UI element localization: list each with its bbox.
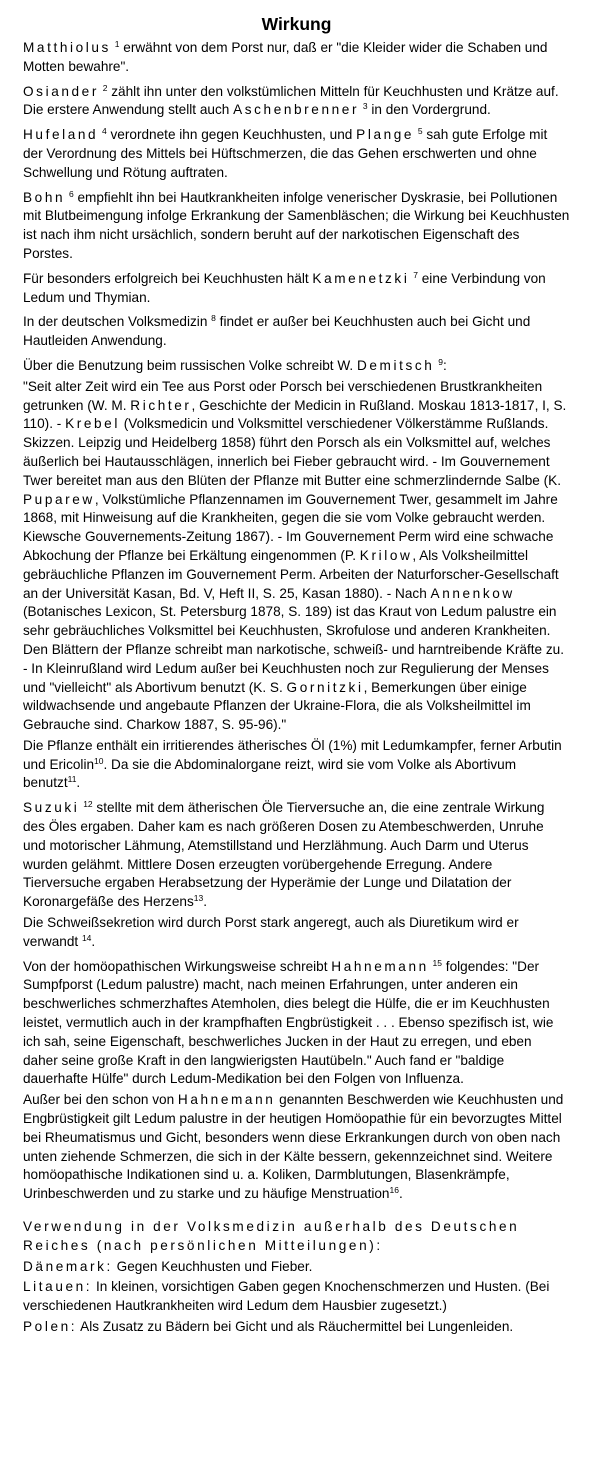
footnote-ref[interactable]: 10 <box>94 755 104 766</box>
paragraph-text: Über die Benutzung beim russischen Volke schreibt W. <box>23 357 357 373</box>
footnote-ref[interactable]: 5 <box>417 126 423 137</box>
paragraph-text: erwähnt von dem Porst nur, daß er "die Kleider wider die Schaben und Motten bewahre". <box>23 40 548 74</box>
country-entry-litauen <box>23 1278 570 1316</box>
footnote-ref[interactable]: 8 <box>211 313 216 324</box>
footnote-ref[interactable]: 12 <box>83 799 93 810</box>
paragraph-demitsch <box>23 357 570 376</box>
paragraph-homoeopathie <box>23 1091 570 1204</box>
quote-text: , Volkstümliche Pflanzennamen im Gouvernement Twer, gesammelt im Jahre 1868, mit Hinweisung auf die Krankheiten, gegen die sie vom Volke gebraucht werden. Kiewsche Gouvernements-Zeitung 1867). - Im Gouvernement Perm wird eine schwache Abkochung der Pflanze bei Erkältung eingenommen (P. <box>23 491 558 563</box>
footnote-ref[interactable]: 3 <box>362 101 368 112</box>
footnote-ref[interactable]: 11 <box>67 774 77 785</box>
author-name: Krebel <box>65 416 120 432</box>
paragraph-text: verordnete ihn gegen Keuchhusten, und <box>106 127 357 143</box>
paragraph-text: genannten Beschwerden wie Keuchhusten und Engbrüstigkeit gilt Ledum palustre in der heutigen Homöopathie für ein bevorzugtes Mittel bei Rheumatismus und Gicht, besonders wenn diese Erkrankungen durch von oben nach unten ziehende Schmerzen, die sich in der Kälte bessern, gekennzeichnet sind. Weitere homöopathische Indikationen sind u. a. Koliken, Darmblutungen, Blasenkrämpfe, Urinbeschwerden und zu starke und zu häufige Menstruation <box>23 1092 564 1202</box>
footnote-ref[interactable]: 9 <box>438 356 443 367</box>
author-name: Demitsch <box>356 357 435 373</box>
paragraph-schweiss <box>23 914 570 952</box>
paragraph-hufeland <box>23 126 570 182</box>
paragraph-text: eine Verbindung von Ledum und Thymian. <box>23 270 546 305</box>
author-name: Osiander <box>23 83 99 99</box>
footnote-ref[interactable]: 7 <box>413 269 418 280</box>
page-title: Wirkung <box>261 14 332 34</box>
quote-text: "Seit alter Zeit wird ein Tee aus Porst oder Porsch bei verschiedenen Brustkrankheiten getrunken (W. M. <box>23 378 543 413</box>
paragraph-bohn <box>23 189 570 264</box>
quote-text: , Bemerkungen über einige wildwachsende und angebaute Pflanzen der Ukraine-Flora, die als Volksheilmittel im Gebrauche sind. Charkow 1887, S. 95-96)." <box>23 679 531 733</box>
paragraph-text: sah gute Erfolge mit der Verordnung des Mittels bei Hüftschmerzen, die das Gehen erschwerten und ohne Schwellung und Rötung auftraten. <box>23 127 548 180</box>
volksmedizin-section <box>23 1218 570 1337</box>
paragraph-text: stellte mit dem ätherischen Öle Tierversuche an, die eine zentrale Wirkung des Öles ergaben. Daher kam es nach größeren Dosen zu Atembeschwerden, Unruhe und motorischer Lähmung, Atemstillstand und Herzlähmung. Auch Darm und Uterus wurden gelähmt. Mittlere Dosen erzeugten vorübergehende Erregung. Andere Tierversuche ergaben Herabsetzung der Hyperämie der Lunge und Dilatation der Koronargefäße des Herzens <box>23 800 545 910</box>
author-name: Hufeland <box>23 127 99 143</box>
paragraph-volksmedizin <box>23 313 570 351</box>
country-entry-daenemark <box>23 1258 570 1277</box>
author-name: Aschenbrenner <box>233 102 360 118</box>
country-name: Litauen: <box>23 1279 93 1295</box>
paragraph-text: . <box>203 894 208 910</box>
quote-text: , Geschichte der Medicin in Rußland. Moskau 1813-1817, I, S. 110). - <box>23 397 567 432</box>
paragraph-text: empfiehlt ihn bei Hautkrankheiten infolge venerischer Dyskrasie, bei Pollutionen mit Blutbeimengung infolge Erkrankung der Samenbläschen; die Wirkung bei Keuchhusten ist nach ihm nicht ursächlich, sondern beruht auf der narkotischen Eigenschaft des Porstes. <box>23 189 570 261</box>
paragraph-suzuki <box>23 799 570 912</box>
footnote-ref[interactable]: 6 <box>68 188 74 199</box>
paragraph-text: Außer bei den schon von <box>23 1092 178 1108</box>
country-name: Polen: <box>23 1319 78 1334</box>
author-name: Gornitzki <box>286 679 364 695</box>
author-name: Hahnemann <box>331 958 429 974</box>
paragraph-kamenetzki <box>23 270 570 308</box>
paragraph-text: Für besonders erfolgreich bei Keuchhusten hält <box>23 270 313 286</box>
author-name: Matthiolus <box>23 40 111 55</box>
paragraph-text: Die Schweißsekretion wird durch Porst stark angeregt, auch als Diuretikum wird er verwandt <box>23 915 519 949</box>
author-name: Kamenetzki <box>312 270 410 286</box>
paragraph-osiander <box>23 83 570 121</box>
author-name: Annenkow <box>430 585 515 601</box>
quote-text: , Als Volksheilmittel gebräuchliche Pflanzen im Gouvernement Perm. Arbeiten der Naturforscher-Gesellschaft an der Universität Kasan, Bd. V, Heft II, S. 25, Kasan 1880). - Nach <box>23 547 559 601</box>
author-name: Plange <box>356 127 415 143</box>
footnote-ref[interactable]: 15 <box>432 957 443 968</box>
author-name: Suzuki <box>23 800 80 816</box>
footnote-ref[interactable]: 16 <box>389 1185 399 1196</box>
paragraph-text: zählt ihn unter den volkstümlichen Mitteln für Keuchhusten und Krätze auf. Die erstere Anwendung stellt auch <box>23 83 559 118</box>
entry-text: Als Zusatz zu Bädern bei Gicht und als Räuchermittel bei Lungenleiden. <box>77 1319 514 1334</box>
paragraph-text: : <box>442 357 447 373</box>
paragraph-text: Von der homöopathischen Wirkungsweise schreibt <box>23 958 332 974</box>
paragraph-text: . <box>91 933 96 949</box>
quote-block <box>23 378 570 735</box>
country-entry-polen <box>23 1318 570 1337</box>
footnote-ref[interactable]: 14 <box>81 932 92 943</box>
author-name: Bohn <box>23 189 66 205</box>
paragraph-text: findet er außer bei Keuchhusten auch bei Gicht und Hautleiden Anwendung. <box>23 314 531 349</box>
paragraph-matthiolus <box>23 39 570 77</box>
country-name: Dänemark: <box>23 1258 113 1274</box>
paragraph-hahnemann <box>23 958 570 1090</box>
paragraph-text: Die Pflanze enthält ein irritierendes ätherisches Öl (1%) mit Ledumkampfer, ferner Arbutin und Ericolin <box>23 737 562 772</box>
author-name: Puparew <box>23 491 95 507</box>
author-name: Hahnemann <box>177 1092 276 1108</box>
author-name: Krilow <box>359 547 413 563</box>
paragraph-text: in den Vordergrund. <box>367 102 491 118</box>
entry-text: Gegen Keuchhusten und Fieber. <box>112 1258 313 1274</box>
section-heading: Verwendung in der Volksmedizin außerhalb des Deutschen Reiches (nach persönlichen Mitteilungen): <box>23 1219 520 1253</box>
quote-text: (Botanisches Lexicon, St. Petersburg 1878, S. 189) ist das Kraut von Ledum palustre ein sehr gebräuchliches Volksmittel bei Keuchhusten, Skrofulose und anderen Krankheiten. Den Blättern der Pflanze schreibt man narkotische, schweiß- und harntreibende Kräfte zu. - In Kleinrußland wird Ledum außer bei Keuchhusten noch zur Regulierung der Menses und "vielleicht" als Abortivum benutzt (K. S. <box>23 604 565 695</box>
footnote-ref[interactable]: 13 <box>193 893 204 904</box>
entry-text: In kleinen, vorsichtigen Gaben gegen Knochenschmerzen und Husten. (Bei verschiedenen Hautkrankheiten wird Ledum dem Hausbier zugesetzt.) <box>23 1279 550 1314</box>
footnote-ref[interactable]: 4 <box>102 126 107 137</box>
paragraph-text: . <box>76 775 81 791</box>
footnote-ref[interactable]: 1 <box>114 39 120 49</box>
paragraph-text: folgendes: "Der Sumpfporst (Ledum palustre) macht, nach meinen Erfahrungen, unter anderen ein beschwerliches schmerzhaftes Atemholen, dies belegt die Hülfe, die er im Keuchhusten leistet, vermutlich auch in der krampfhaften Engbrüstigkeit . . . Ebenso spezifisch ist, wie ich sah, seine Eigenschaft, beschwerliches Jucken in der Haut zu erregen, und eben daher seine große Kraft in den langwierigsten Hautübeln." Auch fand er "baldige dauerhafte Hülfe" durch Ledum-Medikation bei den Folgen von Influenza. <box>23 958 554 1087</box>
paragraph-inhaltsstoffe <box>23 737 570 793</box>
paragraph-text: . <box>398 1186 403 1202</box>
footnote-ref[interactable]: 2 <box>102 82 108 93</box>
quote-text: (Volksmedicin und Volksmittel verschiedener Völkerstämme Rußlands. Skizzen. Leipzig und Heidelberg 1858) führt den Porsch als ein Volksmittel auf, welches äußerlich bei Hautausschlägen, innerlich bei Fieber gebraucht wird. - Im Gouvernement Twer bereitet man aus den Blüten der Pflanze mit Butter eine schmerzlindernde Salbe (K. <box>23 416 561 488</box>
paragraph-text: In der deutschen Volksmedizin <box>23 314 208 330</box>
author-name: Richter <box>130 397 192 413</box>
paragraph-text: . Da sie die Abdominalorgane reizt, wird sie vom Volke als Abortivum benutzt <box>23 756 517 791</box>
